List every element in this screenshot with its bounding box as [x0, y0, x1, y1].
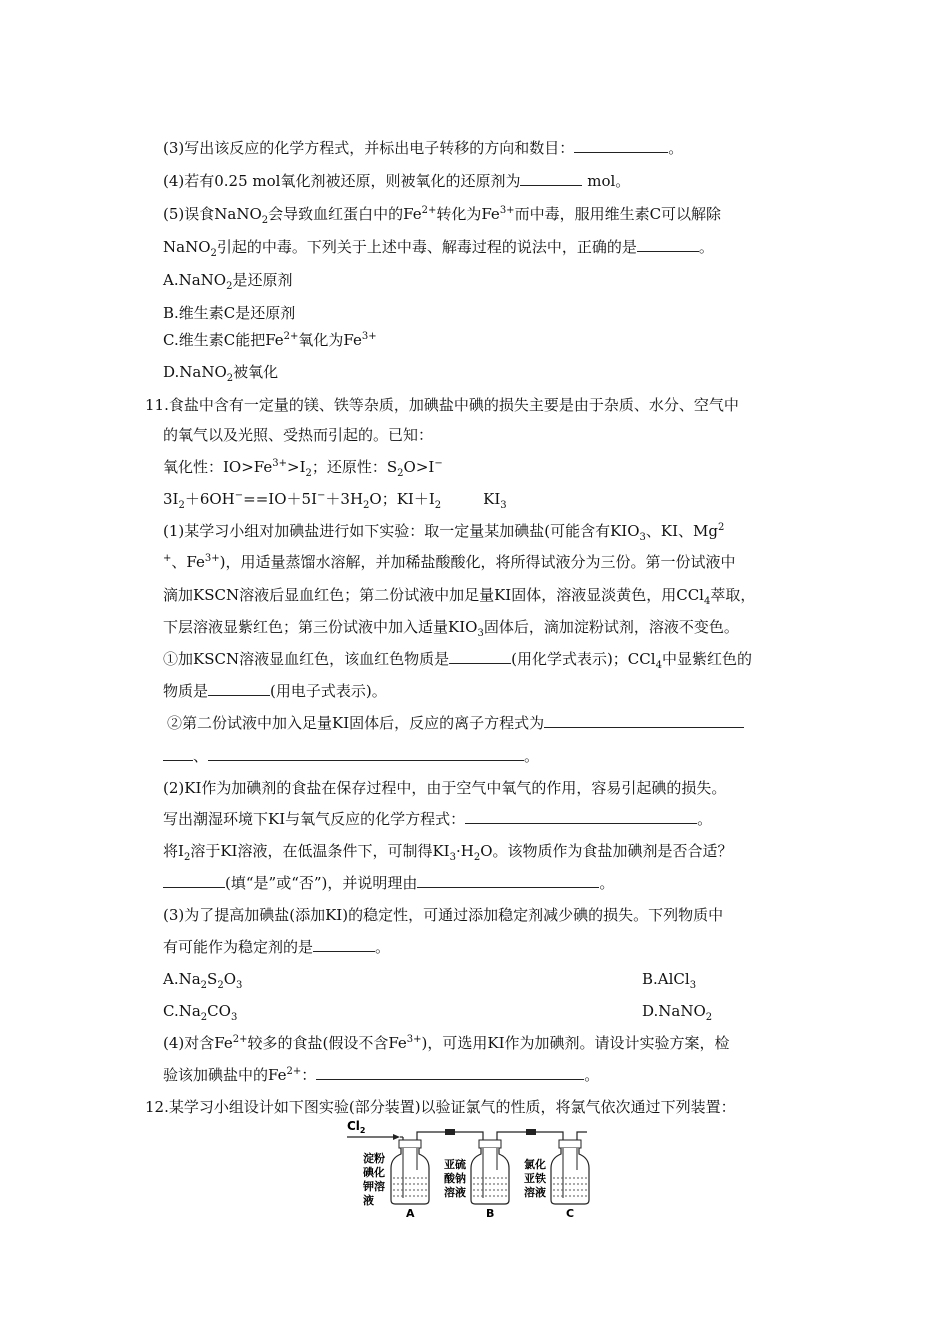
- apparatus-diagram: [345, 1118, 605, 1218]
- q10-option-a: A.NaNO$_2$是还原剂: [163, 271, 293, 292]
- q10-part3: (3)写出该反应的化学方程式，并标出电子转移的方向和数目： 。: [163, 139, 684, 157]
- answer-blank[interactable]: [208, 681, 270, 696]
- answer-blank[interactable]: [163, 746, 193, 761]
- label-c: [524, 1157, 546, 1199]
- bottle-label-b: B: [486, 1207, 495, 1220]
- svg-text:亚硫: 亚硫: [444, 1158, 466, 1171]
- svg-text:亚铁: 亚铁: [524, 1172, 546, 1185]
- q10-part5-cont: NaNO$_2$引起的中毒。下列关于上述中毒、解毒过程的说法中，正确的是 。: [163, 238, 714, 259]
- q11-part1-cont3: 下层溶液显紫红色；第三份试液中加入适量$KIO_3$固体后，滴加淀粉试剂，溶液不变色。: [163, 618, 739, 639]
- q11-part4-cont: 验该加碘盐中的$Fe^{2+}$： 。: [163, 1066, 600, 1084]
- q11-part3: (3)为了提高加碘盐(添加KI)的稳定性，可通过添加稳定剂减少碘的损失。下列物质中: [163, 906, 724, 924]
- answer-blank[interactable]: [163, 873, 225, 888]
- q11-known-1: 氧化性：$IO>Fe^{3+}>I_2$；还原性：$S_2O>I^-$: [163, 458, 443, 479]
- q11-options-row2: [163, 1001, 863, 1021]
- q11-part1-cont1: +、$Fe^{3+}$)，用适量蒸馏水溶解，并加稀盐酸酸化，将所得试液分为三份。第一份试液中: [163, 553, 736, 571]
- q10-option-d: D.NaNO$_2$被氧化: [163, 363, 279, 384]
- q11-part4: (4)对含$Fe^{2+}$较多的食盐(假设不含$Fe^{3+}$)，可选用KI作为加碘剂。请设计实验方案，检: [163, 1034, 730, 1052]
- answer-blank[interactable]: [574, 138, 668, 153]
- label-b: [444, 1157, 466, 1199]
- answer-blank[interactable]: [208, 746, 524, 761]
- q11-sub1: ①加KSCN溶液显血红色，该血红色物质是 (用化学式表示)；CCl$_4$中显紫红色的: [163, 650, 752, 671]
- q11-heading-cont: 的氧气以及光照、受热而引起的。已知：: [163, 426, 434, 444]
- tube-clamp: [445, 1129, 455, 1135]
- q11-option-a: $A.Na_2S_2O_3$: [163, 970, 243, 991]
- q10-option-c: C.维生素C能把$Fe^{2+}$氧化为$Fe^{3+}$: [163, 331, 377, 349]
- q11-part1: (1)某学习小组对加碘盐进行如下实验：取一定量某加碘盐(可能含有$KIO_3$、KI、Mg$^2$: [163, 522, 725, 543]
- arrow-head-icon: [393, 1134, 400, 1140]
- q10-part4: (4)若有0.25 mol氧化剂被还原，则被氧化的还原剂为 mol。: [163, 172, 631, 190]
- q12-heading: 12.某学习小组设计如下图实验(部分装置)以验证氯气的性质，将氯气依次通过下列装置：: [145, 1098, 736, 1116]
- q11-sub2-cont: 、 。: [163, 746, 539, 766]
- svg-text:碘化: 碘化: [363, 1166, 385, 1179]
- tube-clamp: [526, 1129, 536, 1135]
- q11-known-2: $3I_2+6OH^-==IO+5I^-+3H_2O$；$KI+I_2$ $KI_3$: [163, 490, 507, 511]
- bottle-label-c: C: [566, 1207, 575, 1220]
- q11-option-c: $C.Na_2CO_3$: [163, 1002, 238, 1023]
- q11-part2-cont1: 写出潮湿环境下KI与氧气反应的化学方程式： 。: [163, 810, 713, 828]
- q11-part2: (2)KI作为加碘剂的食盐在保存过程中，由于空气中氧气的作用，容易引起碘的损失。: [163, 779, 727, 797]
- answer-blank[interactable]: [544, 713, 744, 728]
- svg-text:溶液: 溶液: [524, 1186, 546, 1199]
- q11-sub2: ②第二份试液中加入足量KI固体后，反应的离子方程式为: [167, 713, 744, 733]
- svg-text:溶液: 溶液: [444, 1186, 466, 1199]
- q10-option-b: B.维生素C是还原剂: [163, 304, 296, 322]
- q11-option-b: B.AlCl$_3$: [642, 970, 697, 991]
- svg-text:钾溶: 钾溶: [363, 1180, 385, 1193]
- bottle-a: [391, 1140, 429, 1204]
- answer-blank[interactable]: [637, 237, 699, 252]
- q11-options-row1: [163, 969, 863, 989]
- q11-option-d: D.NaNO$_2$: [642, 1002, 713, 1023]
- q11-part1-cont2: 滴加KSCN溶液后显血红色；第二份试液中加足量KI固体，溶液显淡黄色，用CCl$_4$萃取，: [163, 586, 756, 607]
- svg-text:氯化: 氯化: [524, 1158, 546, 1171]
- answer-blank[interactable]: [417, 873, 599, 888]
- q11-part2-cont2: 将$I_2$溶于KI溶液，在低温条件下，可制得$KI_3\cdot H_2O$。该物质作为食盐加碘剂是否合适？: [163, 842, 733, 863]
- q11-sub1-cont: 物质是 (用电子式表示)。: [163, 682, 387, 700]
- label-a: [362, 1151, 385, 1207]
- answer-blank[interactable]: [313, 937, 375, 952]
- bottle-c: [551, 1140, 589, 1204]
- svg-text:液: 液: [363, 1194, 374, 1207]
- answer-blank[interactable]: [449, 649, 511, 664]
- q10-part5: (5)误食NaNO$_2$会导致血红蛋白中的$Fe^{2+}$转化为$Fe^{3+}$而中毒，服用维生素C可以解除: [163, 205, 722, 226]
- svg-text:酸钠: 酸钠: [444, 1172, 466, 1185]
- bottle-b: [471, 1140, 509, 1204]
- q11-part3-cont: 有可能作为稳定剂的是 。: [163, 938, 391, 956]
- q11-heading: 11.食盐中含有一定量的镁、铁等杂质，加碘盐中碘的损失主要是由于杂质、水分、空气中: [145, 396, 739, 414]
- answer-blank[interactable]: [520, 171, 582, 186]
- answer-blank[interactable]: [316, 1065, 584, 1080]
- bottle-label-a: A: [406, 1207, 415, 1220]
- svg-text:淀粉: 淀粉: [363, 1152, 385, 1165]
- q11-part2-cont3: (填“是”或“否”)，并说明理由 。: [163, 873, 614, 893]
- answer-blank[interactable]: [465, 809, 697, 824]
- gas-label: $Cl_2$: [347, 1119, 366, 1135]
